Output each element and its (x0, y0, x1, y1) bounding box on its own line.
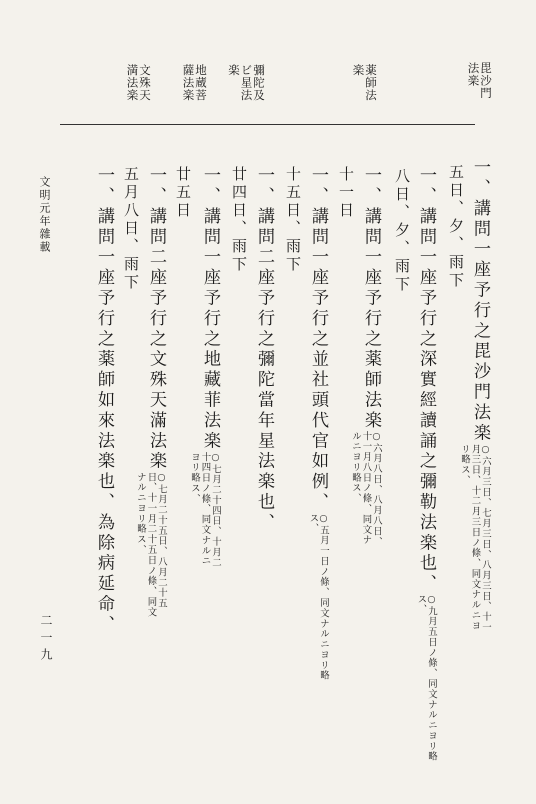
entry-8-text: 一、講問一座予行之薬師如來法楽也、為除病延命、 (94, 166, 114, 636)
entry-4-text: 一、講問一座予行之並社頭代官如例、 (308, 166, 328, 513)
entry-7-text: 一、講問二座予行之文殊天滿法楽 (146, 166, 166, 472)
margin-heading-yakushi: 薬師法楽 (351, 64, 378, 102)
entry-6 (189, 166, 221, 571)
entry-3 (350, 166, 382, 553)
entry-4-note: ○五月一日ノ條、同文ナルニヨリ略ス、 (307, 512, 329, 681)
entry-3-note: ○六月八日、八月八日、十一月八日ノ條、同文ナルニヨリ略ス、 (350, 431, 382, 548)
margin-heading-bishamon: 毘沙門法楽 (466, 62, 493, 100)
entry-2-note: ○九月五日ノ條、同文ナルニヨリ略ス、 (415, 594, 437, 763)
entry-2 (415, 166, 436, 762)
entry-5-text: 一、講問二座予行之彌陀當年星法楽也、 (254, 166, 274, 534)
entry-1-note: ○六月三日、七月三日、八月三日、十一月三日、十二月三日ノ條、同文ナルニヨリ略ス、 (459, 443, 491, 633)
entry-4 (307, 166, 328, 694)
running-title: 文明元年雜載 (38, 176, 51, 254)
entry-5-date: 十五日、雨下 (284, 166, 302, 274)
entry-6-note: ○七月二十四日、十月二十四日ノ條、同文ナルニヨリ略ス、 (189, 451, 221, 568)
margin-heading-jizo: 地蔵菩薩法楽 (181, 64, 208, 102)
entry-7-date: 廿五日 (174, 166, 192, 220)
entry-6-text: 一、講問一座予行之地藏菲法楽 (200, 166, 220, 452)
page-number: 二一九 (39, 614, 53, 665)
entry-3-date: 八日、夕、雨下 (393, 168, 411, 294)
entry-6-date: 廿四日、雨下 (230, 166, 248, 274)
entry-1-text: 一、講問一座予行之毘沙門法楽 (470, 158, 490, 444)
entry-2-text: 一、講問一座予行之深實經讀誦之彌勒法楽也、 (416, 166, 436, 595)
entry-4-date: 十一日 (337, 166, 355, 220)
entry-5 (255, 166, 274, 533)
header-rule (60, 124, 475, 125)
entry-8 (95, 166, 114, 635)
margin-heading-monju: 文殊天満法楽 (125, 64, 152, 102)
entry-2-date: 五日、夕、雨下 (447, 164, 465, 290)
entry-8-date: 五月八日、雨下 (122, 166, 140, 292)
entry-3-text: 一、講問一座予行之薬師法楽 (361, 166, 381, 432)
entry-7-note: ○七月二十五日、八月二十五日、十一月二十五日ノ條、同文ナルニヨリ略ス、 (135, 472, 167, 618)
margin-heading-mida: 彌陀及ビ星法楽 (227, 64, 266, 102)
